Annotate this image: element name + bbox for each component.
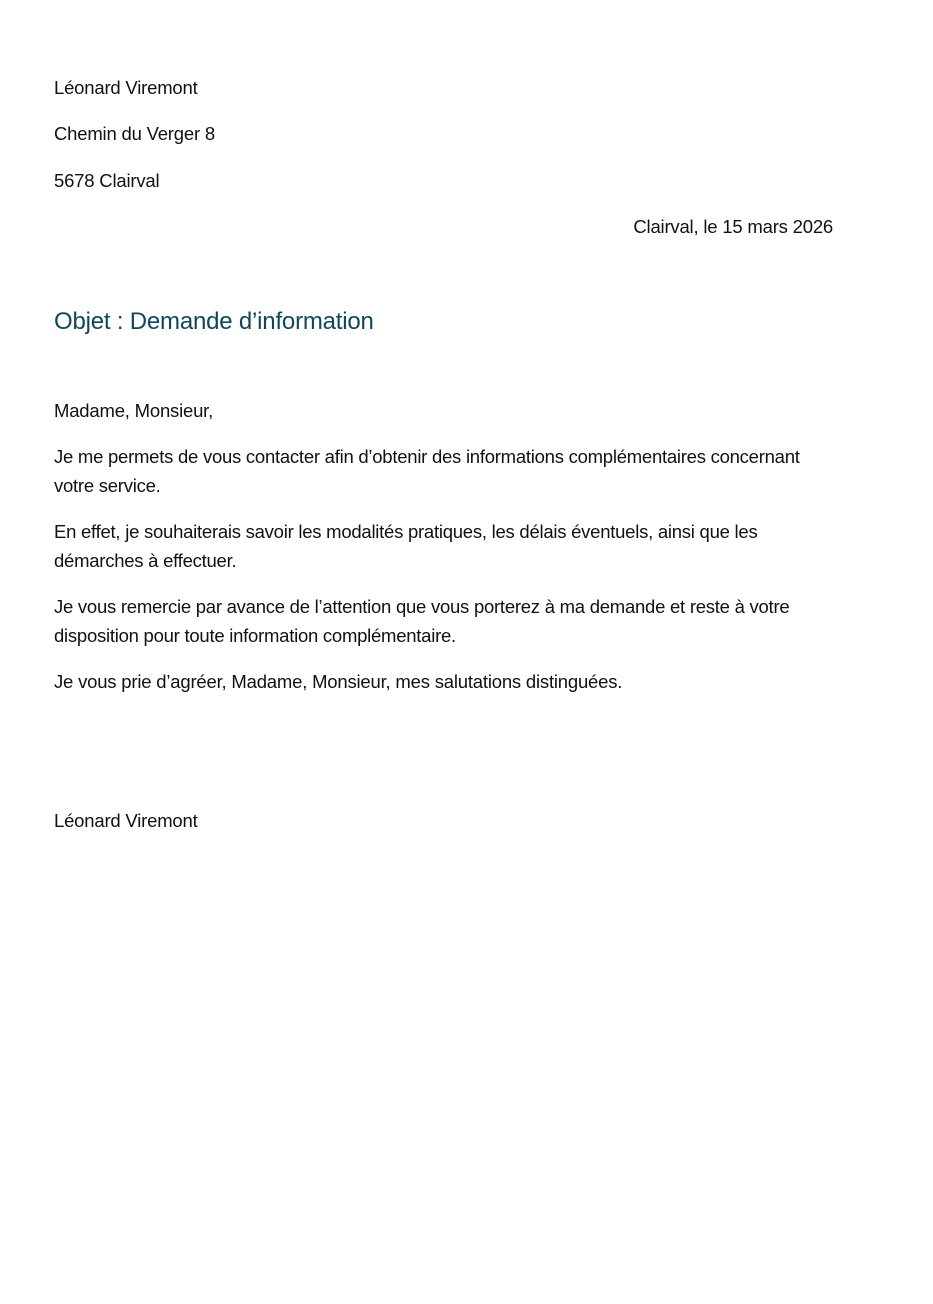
- body-paragraph-1: Je me permets de vous contacter afin d’obtenir des informations complémentaires concernant votre service.: [54, 446, 800, 496]
- sender-name: Léonard Viremont: [54, 77, 198, 98]
- sender-street: Chemin du Verger 8: [54, 123, 215, 144]
- date-line: Clairval, le 15 mars 2026: [633, 216, 833, 237]
- body-paragraph-2: En effet, je souhaiterais savoir les modalités pratiques, les délais éventuels, ainsi que les démarches à effectuer.: [54, 521, 758, 571]
- subject-heading: Objet : Demande d’information: [54, 308, 374, 335]
- salutation: Madame, Monsieur,: [54, 400, 214, 421]
- closing-formula: Je vous prie d’agréer, Madame, Monsieur, mes salutations distinguées.: [54, 671, 623, 692]
- body-paragraph-3: Je vous remercie par avance de l’attention que vous porterez à ma demande et reste à votre disposition pour toute information complémentaire.: [54, 596, 790, 646]
- signature: Léonard Viremont: [54, 810, 198, 831]
- sender-city: 5678 Clairval: [54, 170, 160, 191]
